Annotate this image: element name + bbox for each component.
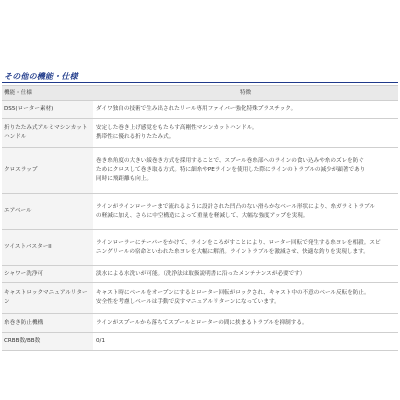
feature-cell: CRBB数/BB数 <box>2 333 93 351</box>
feature-cell: 糸巻き防止機構 <box>2 314 93 333</box>
title-underline <box>2 82 398 83</box>
detail-line: ラインがラインローラーまで流れるように設計された凹凸のない滑らかなベール形状により、糸ガラミトラブル <box>96 203 376 210</box>
detail-line: 安全性を考慮しベールは手動で戻すマニュアルリターンになっています。 <box>96 299 280 305</box>
detail-line: ラインローラーにテーパーをかけて、ラインをころがすことにより、ローター回転で発生する糸ヨレを相殺。スピ <box>96 239 381 246</box>
feature-cell: 折りたたみ式アルミマシンカットハンドル <box>2 119 93 148</box>
detail-cell <box>93 314 398 333</box>
table-row <box>2 194 398 230</box>
detail-cell <box>93 266 398 283</box>
spec-table-body <box>2 101 398 351</box>
detail-line: 0/1 <box>96 338 106 344</box>
table-row <box>2 283 398 314</box>
detail-line: ためにクロスして巻き取る方式。特に細糸やPEラインを使用した際にラインのトラブルの減少が顕著であり <box>96 167 366 173</box>
table-row <box>2 266 398 283</box>
detail-line: 淡水による水洗いが可能。（洗浄法は取扱説明書に沿ったメンテナンスが必要です） <box>96 270 306 277</box>
feature-cell: クロスラップ <box>2 148 93 194</box>
table-header-row <box>2 86 398 101</box>
detail-line: 同時に飛距離も向上。 <box>96 176 152 182</box>
detail-line: の軽減に加え、さらに中空構造によって重量を軽減して、大幅な強度アップを実現。 <box>96 212 309 219</box>
detail-cell <box>93 283 398 314</box>
detail-cell <box>93 119 398 148</box>
feature-cell: エアベール <box>2 194 93 230</box>
section-title: その他の機能・仕様 <box>4 72 78 81</box>
feature-cell: ツイストバスターII <box>2 230 93 266</box>
table-row <box>2 119 398 148</box>
detail-line: ラインがスプールから落ちてスプールとローターの間に挟まるトラブルを抑制する。 <box>96 319 308 326</box>
detail-line: 巻き糸角度の大きい綾巻き方式を採用することで、スプール巻糸部へのラインの食い込みや糸のズレを防ぐ <box>96 158 364 164</box>
header-detail: 特徴 <box>93 86 398 101</box>
spec-table <box>2 85 398 351</box>
table-row <box>2 148 398 194</box>
table-row <box>2 230 398 266</box>
table-row <box>2 314 398 333</box>
detail-line: キャスト時にベールをオープンにするとローター回転がロックされ、キャスト中の不意のベール反転を防止。 <box>96 290 370 296</box>
table-row <box>2 333 398 351</box>
detail-line: 携帯性に優れる折りたたみ式。 <box>96 134 175 140</box>
detail-cell <box>93 194 398 230</box>
header-feature: 機能・仕様 <box>2 86 93 101</box>
detail-cell <box>93 333 398 351</box>
detail-line: ニングリールの宿命といわれた糸ヨレを大幅に解消。ライントラブルを激減させ、快適な釣りを実現します。 <box>96 248 369 255</box>
detail-cell <box>93 101 398 119</box>
feature-cell: シャワー洗浄可 <box>2 266 93 283</box>
detail-line: 安定した巻き上げ感覚をもたらす高剛性マシンカットハンドル。 <box>96 125 258 131</box>
feature-cell: キャストロックマニュアルリターン <box>2 283 93 314</box>
table-row <box>2 101 398 119</box>
detail-line: ダイワ独自の技術で生み出されたリール専用ファイバー強化特殊プラスチック。 <box>96 106 297 112</box>
detail-cell <box>93 230 398 266</box>
feature-cell: DS5(ローター素材) <box>2 101 93 119</box>
detail-cell <box>93 148 398 194</box>
